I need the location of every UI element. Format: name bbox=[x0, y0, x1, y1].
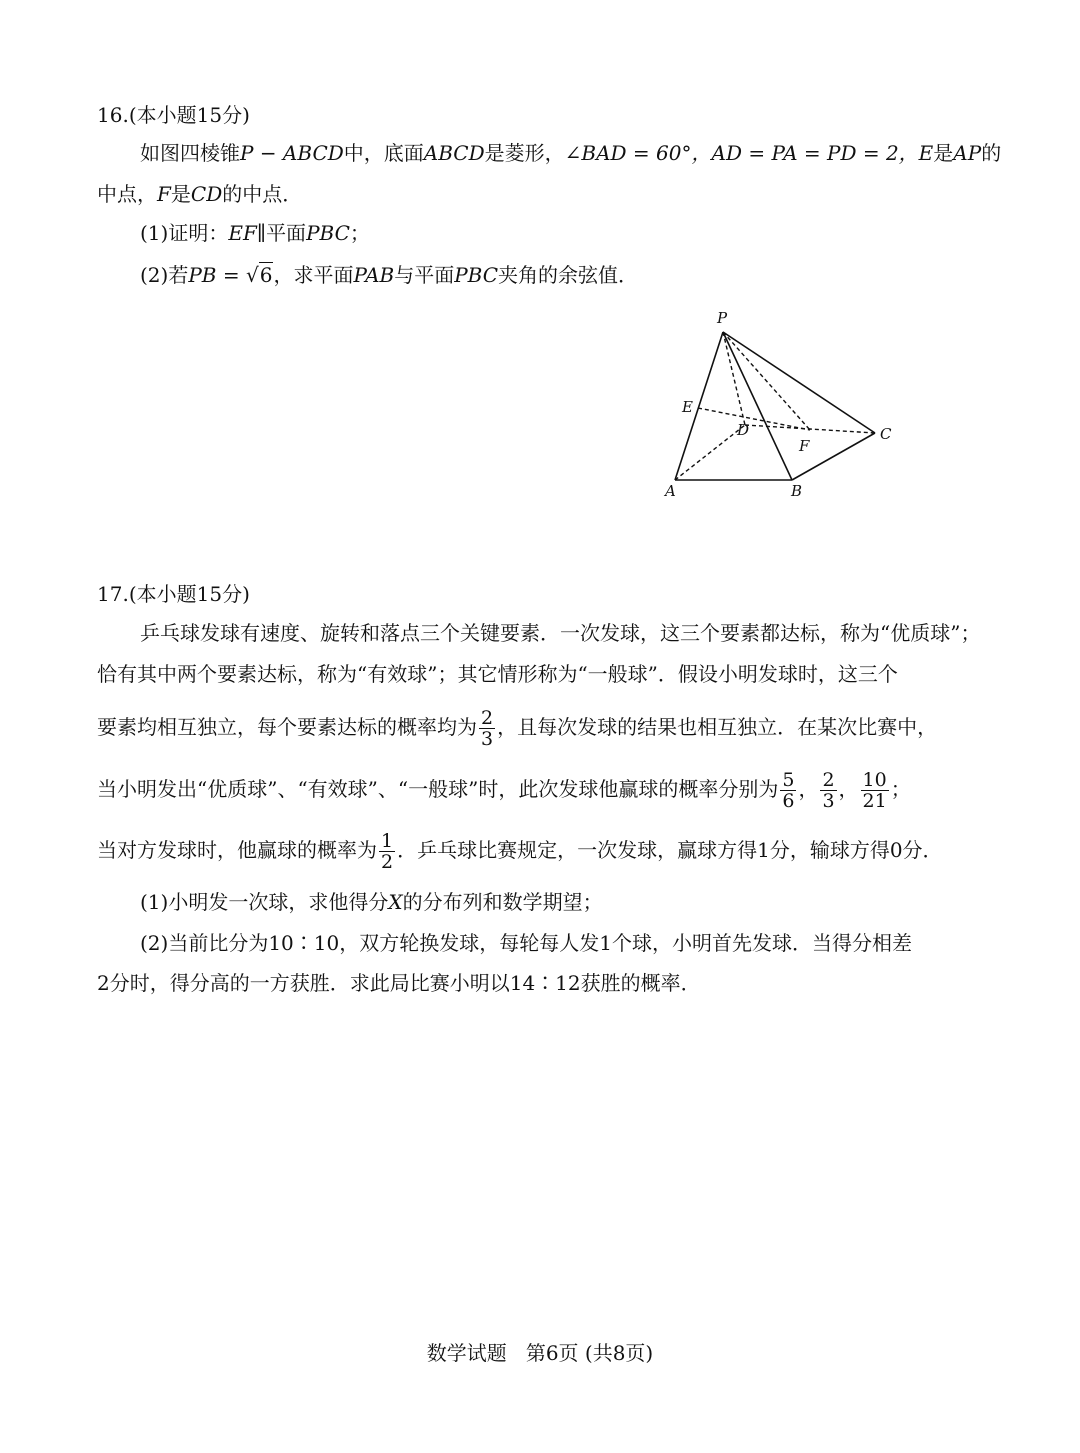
fraction-two-thirds: $\frac{2}{3}$ bbox=[481, 707, 494, 750]
q17-stem-line-5: 当对方发球时，他赢球的概率为 $\frac{1}{2}$ ．乒乓球比赛规定，一次发球，赢球方得1分，输球方得0分． bbox=[97, 830, 943, 873]
fraction-10-21: $\frac{10}{21}$ bbox=[862, 769, 887, 812]
q17-part-2-line-2: 2分时，得分高的一方获胜．求此局比赛小明以14∶12获胜的概率． bbox=[97, 971, 701, 995]
q16-header bbox=[97, 101, 1080, 129]
q17-stem-line-2: 恰有其中两个要素达标，称为“有效球”；其它情形称为“一般球”．假设小明发球时，这三个 bbox=[97, 662, 898, 686]
q16-number: 16. bbox=[97, 103, 129, 127]
fraction-5-6: $\frac{5}{6}$ bbox=[782, 769, 795, 812]
q17-header: 17.(本小题15分) bbox=[97, 582, 250, 606]
label-D: D bbox=[737, 421, 750, 439]
q16-points: (本小题15分) bbox=[128, 103, 250, 127]
label-B: B bbox=[791, 482, 803, 500]
q17-part-2-line-1: (2)当前比分为10∶10，双方轮换发球，每轮每人发1个球，小明首先发球．当得分相差 bbox=[140, 931, 912, 955]
label-F: F bbox=[799, 437, 810, 455]
q17-stem-line-4: 当小明发出“优质球”、“有效球”、“一般球”时，此次发球他赢球的概率分别为 $\frac{5}{6}$ ， $\frac{2}{3}$ ， $\frac{10}{21}$ ； bbox=[97, 769, 911, 812]
q17-stem-line-3: 要素均相互独立，每个要素达标的概率均为 $\frac{2}{3}$ ，且每次发球的结果也相互独立．在某次比赛中， bbox=[97, 707, 938, 750]
label-A: A bbox=[665, 482, 676, 500]
pyramid-figure bbox=[660, 300, 910, 510]
page-footer bbox=[0, 1337, 1080, 1366]
label-P: P bbox=[717, 309, 728, 327]
fraction-one-half: $\frac{1}{2}$ bbox=[381, 830, 394, 873]
q16-part-2: (2)若PB = √6，求平面PAB与平面PBC夹角的余弦值． bbox=[140, 263, 639, 287]
q16-part-1: (1)证明：EF∥平面PBC； bbox=[140, 221, 370, 245]
label-C: C bbox=[880, 425, 892, 443]
q16-stem-line-1: 如图四棱锥P − ABCD中，底面ABCD是菱形，∠BAD = 60°，AD = PA = PD = 2，E是AP的 bbox=[140, 141, 1002, 165]
footer-title: 数学试题 bbox=[426, 1341, 507, 1365]
fraction-2-3: $\frac{2}{3}$ bbox=[822, 769, 835, 812]
q17-part-1: (1)小明发一次球，求他得分X的分布列和数学期望； bbox=[140, 890, 603, 914]
q16-stem-line-2: 中点，F是CD的中点． bbox=[97, 182, 303, 206]
label-E: E bbox=[682, 398, 693, 416]
q17-stem-line-1: 乒乓球发球有速度、旋转和落点三个关键要素．一次发球，这三个要素都达标，称为“优质球”； bbox=[140, 621, 981, 645]
footer-page-number: 第6页 (共8页) bbox=[525, 1341, 654, 1365]
